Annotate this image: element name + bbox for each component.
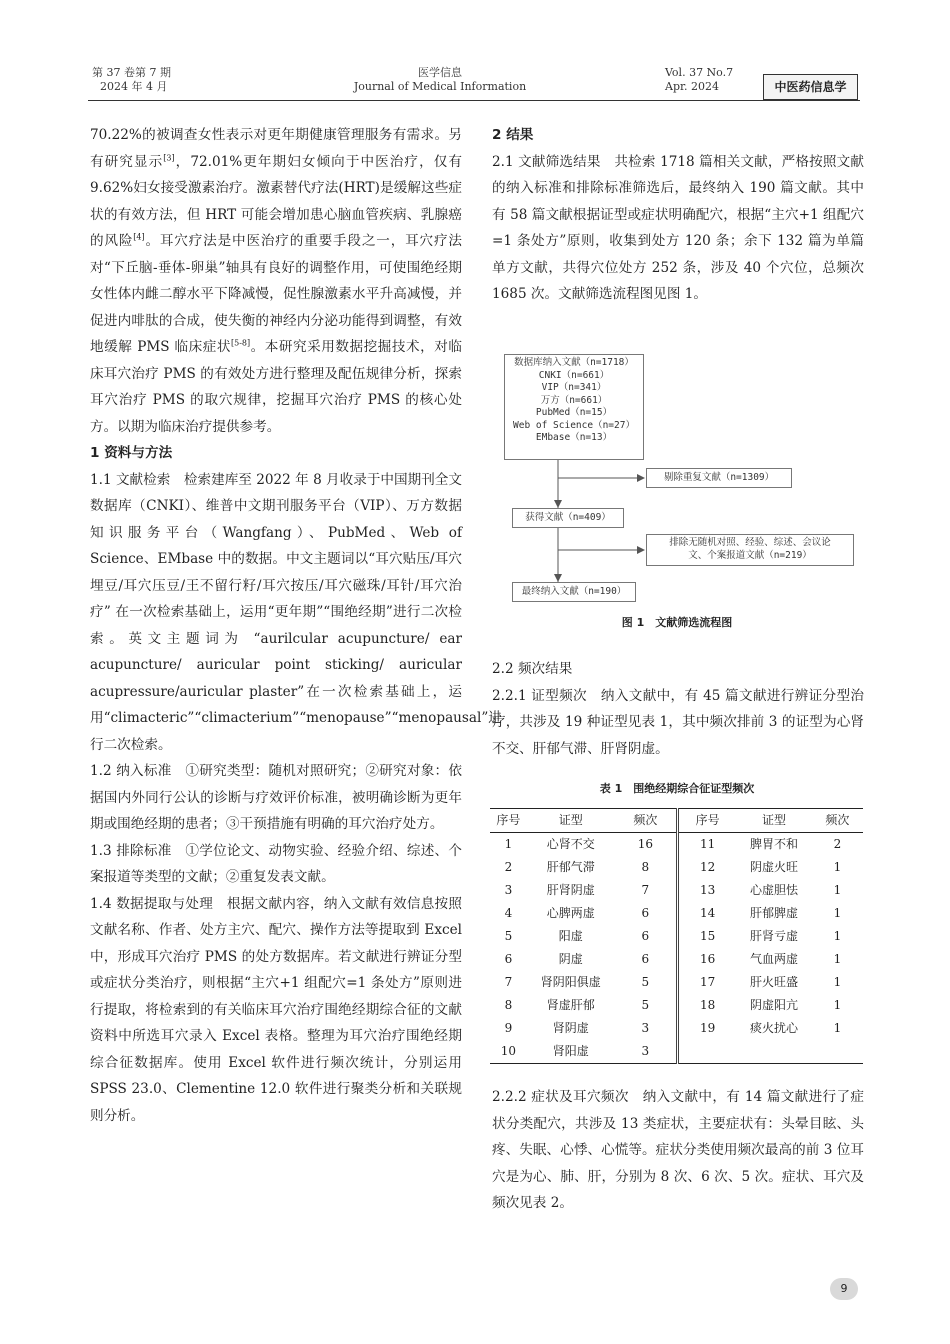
table-row: 3 肝肾阴虚 7 13 心虚胆怯 1 [490, 879, 863, 902]
journal-volume: 第 37 卷第 7 期 2024 年 4 月 [92, 66, 171, 93]
paragraph-1-3: 1.3 排除标准 ①学位论文、动物实验、经验介绍、综述、个案报道等类型的文献；②重复发表文献。 [90, 842, 462, 885]
table-row: 6 阴虚 6 16 气血两虚 1 [490, 948, 863, 971]
header-rule [88, 100, 860, 101]
table-row: 8 肾虚肝郁 5 18 阴虚阳亢 1 [490, 994, 863, 1017]
table-row: 7 肾阴阳俱虚 5 17 肝火旺盛 1 [490, 971, 863, 994]
journal-volume-en: Vol. 37 No.7 Apr. 2024 [665, 66, 734, 93]
paragraph-1-4: 1.4 数据提取与处理 根据文献内容，纳入文献有效信息按照文献名称、作者、处方主穴、配穴、操作方法等提取到 Excel 中，形成耳穴治疗 PMS 的处方数据库。若文献进行辨证分型或症状分类治疗，则根据“主穴+1 组配穴=1 条处方”原则进行提取，将检索到的有关临床耳穴治疗围绝经期综合征的文献资料中所选耳穴录入 Excel 表格。整理为耳穴治疗围绝经期综合征数据库。使用 Excel 软件进行频次统计，分别运用 SPSS 23.0、Clementine 12.0 软件进行聚类分析和关联规则分析。 [90, 895, 462, 1124]
section-heading-results: 2 结果 [492, 127, 534, 143]
paragraph-2-2-1: 2.2.1 证型频次 纳入文献中，有 45 篇文献进行辨证分型治疗，共涉及 19 种证型见表 1，其中频次排前 3 的证型为心肾不交、肝郁气滞、肝肾阴虚。 [492, 687, 864, 757]
table-caption: 表 1 围绝经期综合征证型频次 [599, 782, 755, 795]
section-badge: 中医药信息学 [763, 74, 858, 100]
right-column-top [492, 122, 864, 308]
citation[interactable]: [4] [133, 232, 145, 242]
left-column [90, 122, 502, 1129]
table-header-row [490, 809, 863, 833]
section-heading-methods: 1 资料与方法 [90, 445, 173, 461]
table-row: 9 肾阴虚 3 19 痰火扰心 1 [490, 1017, 863, 1040]
subsection-heading-frequency: 2.2 频次结果 [492, 661, 573, 677]
right-column-mid [492, 656, 864, 762]
journal-name: 医学信息 Journal of Medical Information [353, 66, 527, 93]
col-header: 序号 [695, 813, 720, 827]
citation[interactable]: [5-8] [230, 338, 251, 348]
col-header: 证型 [558, 813, 583, 827]
flowchart-box-duplicates: 剔除重复文献（n=1309） [646, 468, 792, 488]
col-header: 证型 [762, 813, 787, 827]
flowchart-box-final: 最终纳入文献（n=190） [512, 582, 636, 602]
table-row: 4 心脾两虚 6 14 肝郁脾虚 1 [490, 902, 863, 925]
flowchart-figure [492, 350, 862, 612]
col-header: 频次 [825, 813, 850, 827]
right-column-bottom [492, 1084, 864, 1217]
intro-paragraph: 70.22%的被调查女性表示对更年期健康管理服务有需求。另有研究显示[3]，72.01%更年期妇女倾向于中医治疗，仅有 9.62%妇女接受激素治疗。激素替代疗法(HRT)是缓解这些症状的有效方法，但 HRT 可能会增加患心脑血管疾病、乳腺癌的风险[4]。耳穴疗法是中医治疗的重要手段之一，耳穴疗法对“下丘脑-垂体-卵巢”轴具有良好的调整作用，可使围绝经期女性体内雌二醇水平下降减慢，促性腺激素水平升高减慢，并促进内啡肽的合成，使失衡的神经内分泌功能得到调整，有效地缓解 PMS 临床症状[5-8]。本研究采用数据挖掘技术，对临床耳穴治疗 PMS 的有效处方进行整理及配伍规律分析，探索耳穴治疗 PMS 的取穴规律，挖掘耳穴治疗 PMS 的核心处方。以期为临床治疗提供参考。 [90, 127, 463, 435]
figure-caption: 图 1 文献筛选流程图 [621, 616, 733, 629]
paragraph-2-1: 2.1 文献筛选结果 共检索 1718 篇相关文献，严格按照文献的纳入标准和排除标准筛选后，最终纳入 190 篇文献。其中有 58 篇文献根据证型或症状明确配穴，根据“主穴+1 组配穴=1 条处方”原则，收集到处方 120 条；余下 132 篇为单篇单方文献，共得穴位处方 252 条，涉及 40 个穴位，总频次 1685 次。文献筛选流程图见图 1。 [492, 153, 864, 302]
paragraph-1-2: 1.2 纳入标准 ①研究类型：随机对照研究；②研究对象：依据国内外同行公认的诊断与疗效评价标准，被明确诊断为更年期或围绝经期的患者；③干预措施有明确的耳穴治疗处方。 [90, 763, 462, 832]
citation[interactable]: [3] [163, 152, 175, 162]
flowchart-box-excluded: 排除无随机对照、经验、综述、会议论 文、个案报道文献（n=219） [646, 534, 854, 566]
table-row: 1 心肾不交 16 11 脾胃不和 2 [490, 833, 863, 857]
table-row: 2 肝郁气滞 8 12 阴虚火旺 1 [490, 856, 863, 879]
table-row: 5 阳虚 6 15 肝肾亏虚 1 [490, 925, 863, 948]
flowchart-box-obtained: 获得文献（n=409） [512, 508, 624, 528]
syndrome-frequency-table [490, 808, 863, 1064]
paragraph-1-1: 1.1 文献检索 检索建库至 2022 年 8 月收录于中国期刊全文数据库（CNKI）、维普中文期刊服务平台（VIP）、万方数据知识服务平台（Wangfang）、PubMed、Web of Science、EMbase 中的数据。中文主题词以“耳穴贴压/耳穴埋豆/耳穴压豆/王不留行籽/耳穴按压/耳穴磁珠/耳针/耳穴治疗” 在一次检索基础上，运用“更年期”“围绝经期”进行二次检索。英文主题词为 “aurilcular acupuncture/ ear acupuncture/ auricular point sticking/ auricular acupressure/auricular plaster”在一次检索基础上，运用“climacteric”“climacterium”“menopause”“menopausal”进行二次检索。 [90, 471, 502, 753]
col-header: 序号 [496, 813, 521, 827]
col-header: 频次 [615, 809, 678, 833]
flowchart-box-initial: 数据库纳入文献（n=1718） CNKI（n=661） VIP（n=341） 万方（n=661） PubMed（n=15） Web of Science（n=27） EMbase（n=13） [504, 354, 644, 460]
page-number: 9 [830, 1278, 858, 1300]
table-row: 10 肾阳虚 3 [490, 1040, 863, 1064]
paragraph-2-2-2: 2.2.2 症状及耳穴频次 纳入文献中，有 14 篇文献进行了症状分类配穴，共涉及 13 类症状，主要症状有：头晕目眩、头疼、失眠、心悸、心慌等。症状分类使用频次最高的前 3 位耳穴是为心、肺、肝，分别为 8 次、6 次、5 次。症状、耳穴及频次见表 2。 [492, 1089, 864, 1211]
